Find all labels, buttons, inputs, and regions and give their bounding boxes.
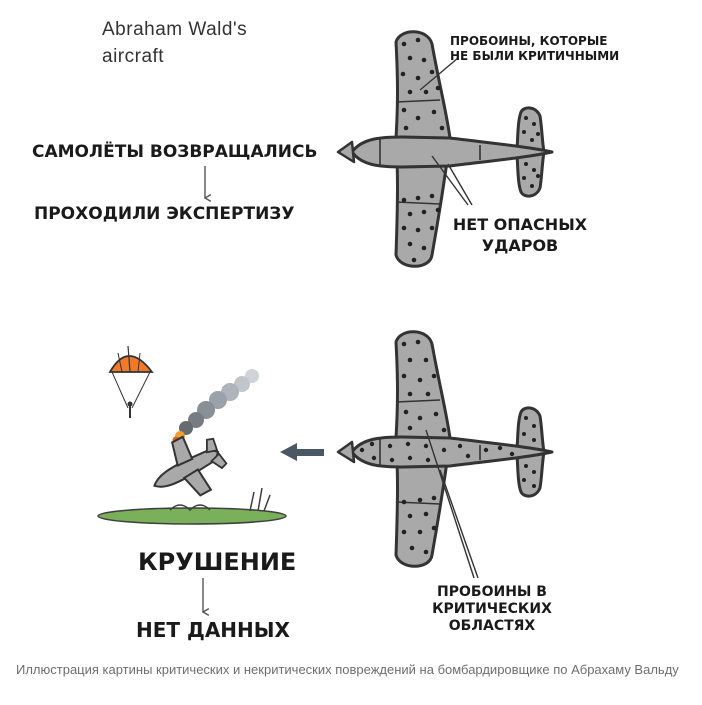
label-planes-returned: САМОЛЁТЫ ВОЗВРАЩАЛИСЬ: [32, 142, 318, 162]
callout-no-danger: [444, 214, 596, 256]
image-caption: Иллюстрация картины критических и некритических повреждений на бомбардировщике по Абрахаму Вальду: [16, 662, 679, 677]
analyzed-airplane: [338, 332, 552, 567]
callout-critical-line-2: КРИТИЧЕСКИХ: [432, 601, 552, 617]
callout-critical-line-1: ПРОБОИНЫ В: [437, 584, 547, 600]
label-crash: КРУШЕНИЕ: [138, 548, 297, 576]
callout-noncritical: [450, 34, 619, 64]
callout-noncritical-line-1: ПРОБОИНЫ, КОТОРЫЕ: [450, 34, 608, 48]
parachute-icon: [110, 346, 152, 418]
title-line-2: aircraft: [102, 46, 165, 67]
callout-critical: [424, 584, 560, 635]
crashing-plane-icon: [140, 425, 234, 513]
callout-critical-line-3: ОБЛАСТЯХ: [448, 618, 536, 634]
label-no-data: НЕТ ДАННЫХ: [136, 618, 290, 642]
callout-no-danger-line-2: УДАРОВ: [481, 236, 559, 255]
title-line-1: Abraham Wald's: [102, 19, 248, 40]
callout-noncritical-line-2: НЕ БЫЛИ КРИТИЧНЫМИ: [450, 49, 620, 63]
callout-no-danger-line-1: НЕТ ОПАСНЫХ: [452, 215, 588, 234]
left-arrow-icon: [280, 443, 324, 461]
smoke-icon: [173, 369, 260, 444]
label-examined: ПРОХОДИЛИ ЭКСПЕРТИЗУ: [34, 204, 295, 224]
ground-icon: [98, 488, 286, 524]
